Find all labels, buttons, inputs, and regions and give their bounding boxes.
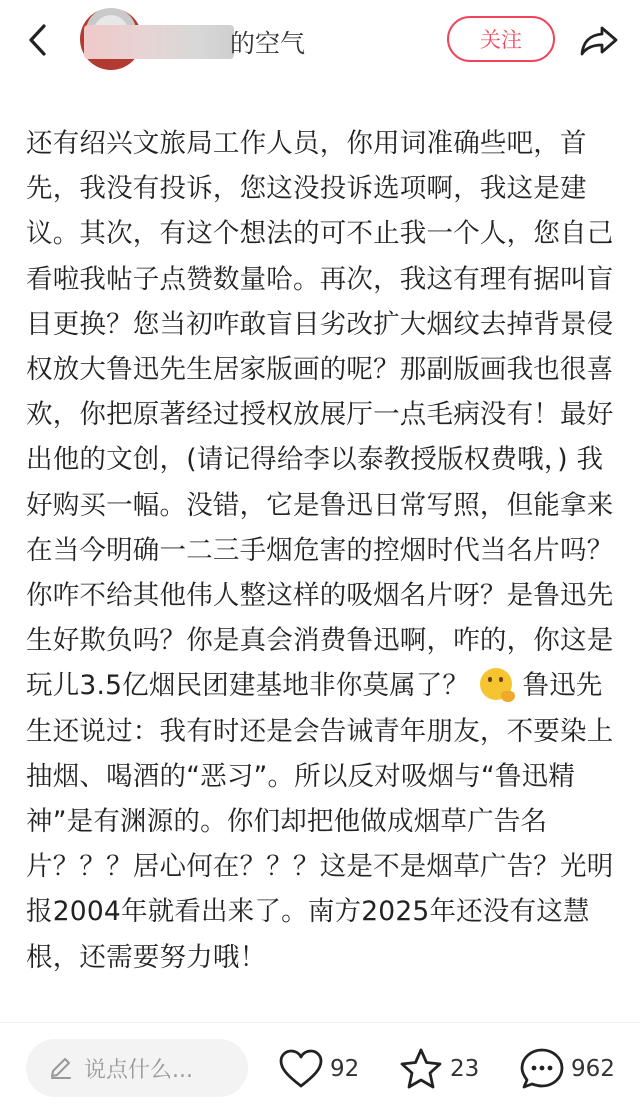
- post-content: [26, 121, 616, 980]
- username-text: 的空气: [230, 29, 306, 58]
- like-button[interactable]: [278, 1049, 359, 1089]
- back-icon[interactable]: [22, 20, 58, 60]
- pencil-icon: [48, 1055, 74, 1081]
- follow-button[interactable]: 关注: [447, 16, 555, 62]
- comment-count: 962: [571, 1056, 615, 1082]
- post-text-part-2: 鲁迅先生还说过：我有时还是会告诫青年朋友，不要染上抽烟、喝酒的“恶习”。所以反对吸烟与“鲁迅精神”是有渊源的。你们却把他做成烟草广告名片？？？居心何在？？？这是不是烟草广告？光明报2004年就看出来了。南方2025年还没有这慧根，还需要努力哦！: [26, 670, 614, 973]
- favorite-count: 23: [450, 1056, 480, 1082]
- username-blurred: [84, 25, 234, 59]
- thinking-face-icon: [480, 668, 512, 700]
- like-count: 92: [330, 1056, 360, 1082]
- post-text-part-1: 还有绍兴文旅局工作人员，你用词准确些吧，首先，我没有投诉，您这没投诉选项啊，我这是建议。其次，有这个想法的可不止我一个人，您自己看啦我帖子点赞数量哈。再次，我这有理有据叫盲目更换？您当初咋敢盲目劣改扩大烟纹去掉背景侵权放大鲁迅先生居家版画的呢？那副版画我也很喜欢，你把原著经过授权放展厅一点毛病没有！最好出他的文创，(请记得给李以泰教授版权费哦，) 我好购买一幅。没错，它是鲁迅日常写照，但能拿来在当今明确一二三手烟危害的控烟时代当名片吗？你咋不给其他伟人整这样的吸烟名片呀？是鲁迅先生好欺负吗？你是真会消费鲁迅啊，咋的，你这是玩儿3.5亿烟民团建基地非你莫属了？: [26, 128, 614, 702]
- top-bar: [0, 0, 640, 80]
- favorite-button[interactable]: [398, 1049, 479, 1089]
- username[interactable]: [84, 22, 305, 62]
- comment-input[interactable]: [26, 1039, 248, 1097]
- heart-icon: [278, 1049, 324, 1089]
- comment-button[interactable]: [519, 1049, 615, 1089]
- share-icon[interactable]: [578, 20, 620, 60]
- bottom-bar: [0, 1022, 640, 1107]
- comment-placeholder: 说点什么...: [84, 1057, 193, 1083]
- star-icon: [398, 1047, 444, 1091]
- comment-bubble-icon: [519, 1047, 565, 1091]
